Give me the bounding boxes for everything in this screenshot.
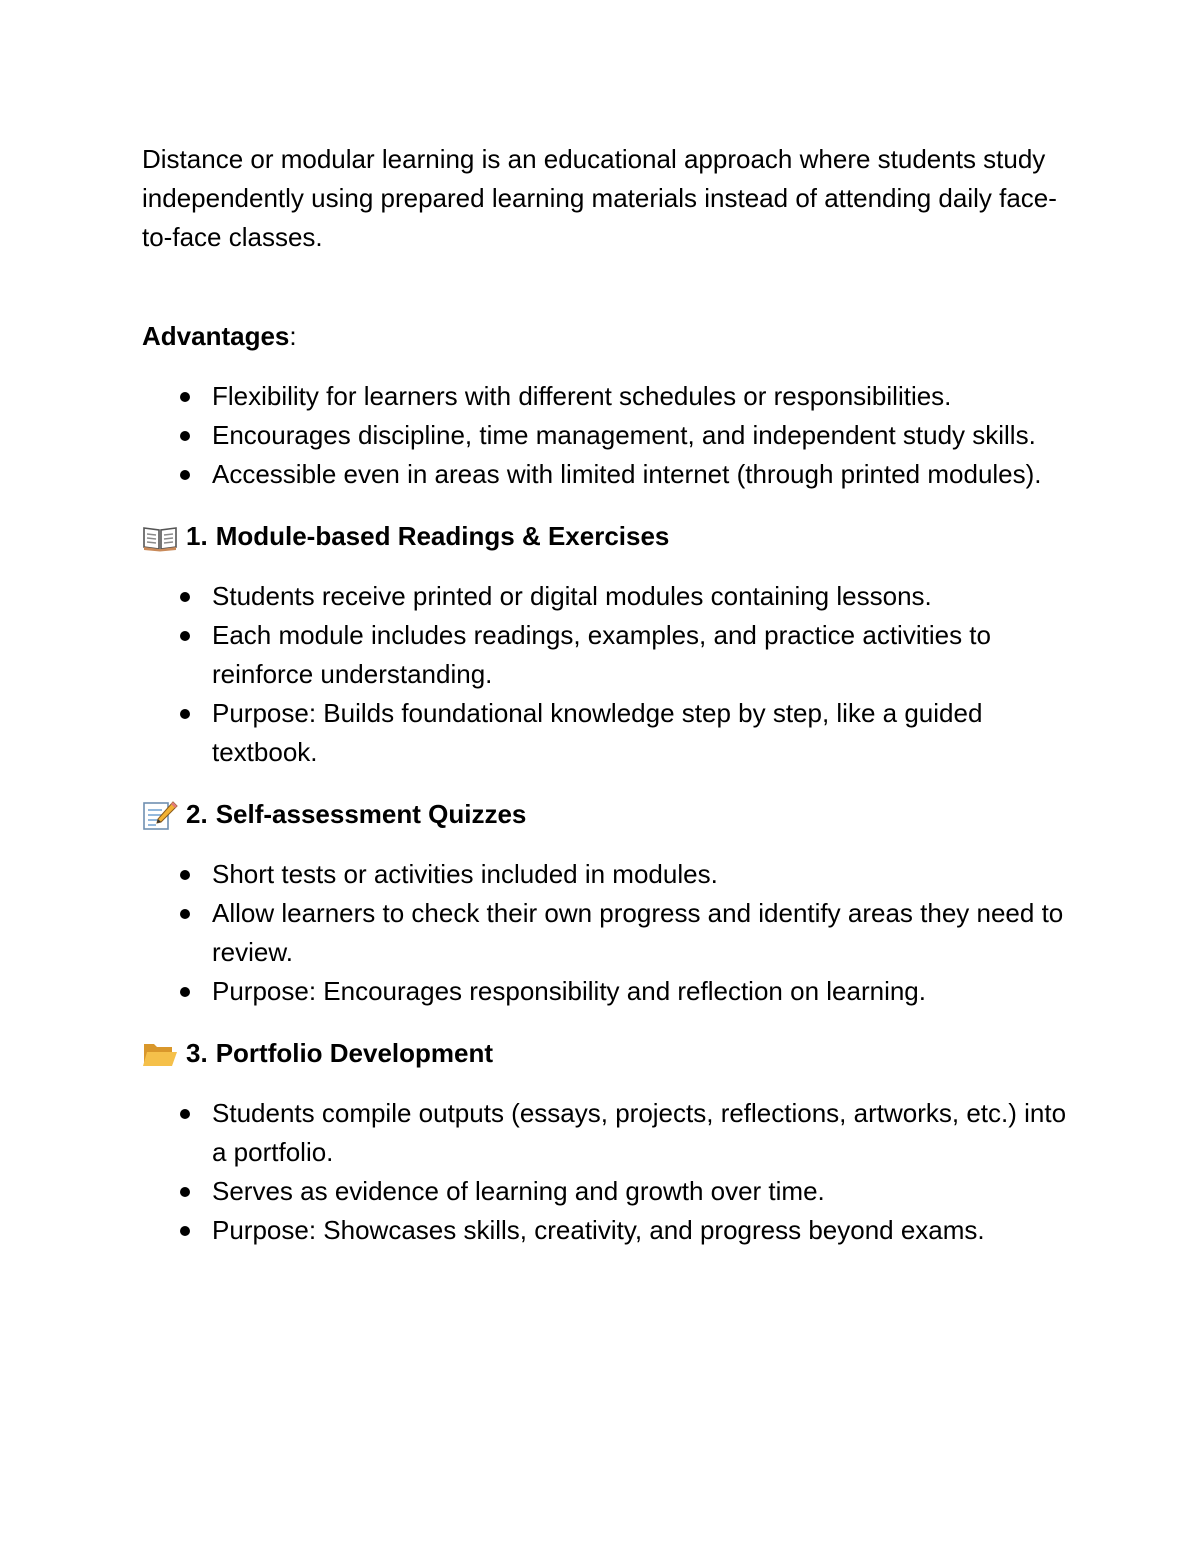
bullet-icon — [180, 392, 190, 402]
list-item: Accessible even in areas with limited internet (through printed modules). — [142, 455, 1082, 494]
bullet-icon — [180, 1187, 190, 1197]
bullet-icon — [180, 987, 190, 997]
section-number: 2. — [186, 799, 208, 829]
self-assessment-list — [142, 855, 1082, 1011]
document-page — [142, 140, 1082, 1250]
bullet-icon — [180, 631, 190, 641]
open-book-icon — [142, 522, 178, 552]
list-item: Students receive printed or digital modules containing lessons. — [142, 577, 1082, 616]
list-item: Students compile outputs (essays, projects, reflections, artworks, etc.) into a portfolio. — [142, 1094, 1082, 1172]
portfolio-list — [142, 1094, 1082, 1250]
advantages-label: Advantages — [142, 321, 290, 351]
advantages-colon: : — [289, 321, 297, 351]
section-heading-self-assessment — [142, 795, 1082, 834]
section-title: Portfolio Development — [215, 1038, 494, 1068]
section-number: 3. — [186, 1038, 208, 1068]
list-item: Short tests or activities included in modules. — [142, 855, 1082, 894]
advantages-heading — [142, 317, 1082, 356]
bullet-icon — [180, 1109, 190, 1119]
section-heading-module-readings — [142, 517, 1082, 556]
bullet-icon — [180, 431, 190, 441]
section-title: Module-based Readings & Exercises — [215, 521, 670, 551]
list-item: Purpose: Builds foundational knowledge step by step, like a guided textbook. — [142, 694, 1082, 772]
bullet-icon — [180, 470, 190, 480]
bullet-icon — [180, 1226, 190, 1236]
bullet-icon — [180, 870, 190, 880]
bullet-icon — [180, 709, 190, 719]
list-item: Encourages discipline, time management, and independent study skills. — [142, 416, 1082, 455]
advantages-list — [142, 377, 1082, 494]
intro-paragraph: Distance or modular learning is an educational approach where students study independently using prepared learning materials instead of attending daily face-to-face classes. — [142, 144, 1057, 252]
section-number: 1. — [186, 521, 208, 551]
memo-pencil-icon — [142, 800, 178, 830]
list-item: Serves as evidence of learning and growth over time. — [142, 1172, 1082, 1211]
section-heading-portfolio — [142, 1034, 1082, 1073]
list-item: Each module includes readings, examples, and practice activities to reinforce understanding. — [142, 616, 1082, 694]
bullet-icon — [180, 592, 190, 602]
section-title: Self-assessment Quizzes — [215, 799, 527, 829]
list-item: Allow learners to check their own progress and identify areas they need to review. — [142, 894, 1082, 972]
open-folder-icon — [142, 1039, 178, 1069]
bullet-icon — [180, 909, 190, 919]
module-readings-list — [142, 577, 1082, 772]
list-item: Purpose: Encourages responsibility and reflection on learning. — [142, 972, 1082, 1011]
list-item: Flexibility for learners with different schedules or responsibilities. — [142, 377, 1082, 416]
list-item: Purpose: Showcases skills, creativity, and progress beyond exams. — [142, 1211, 1082, 1250]
